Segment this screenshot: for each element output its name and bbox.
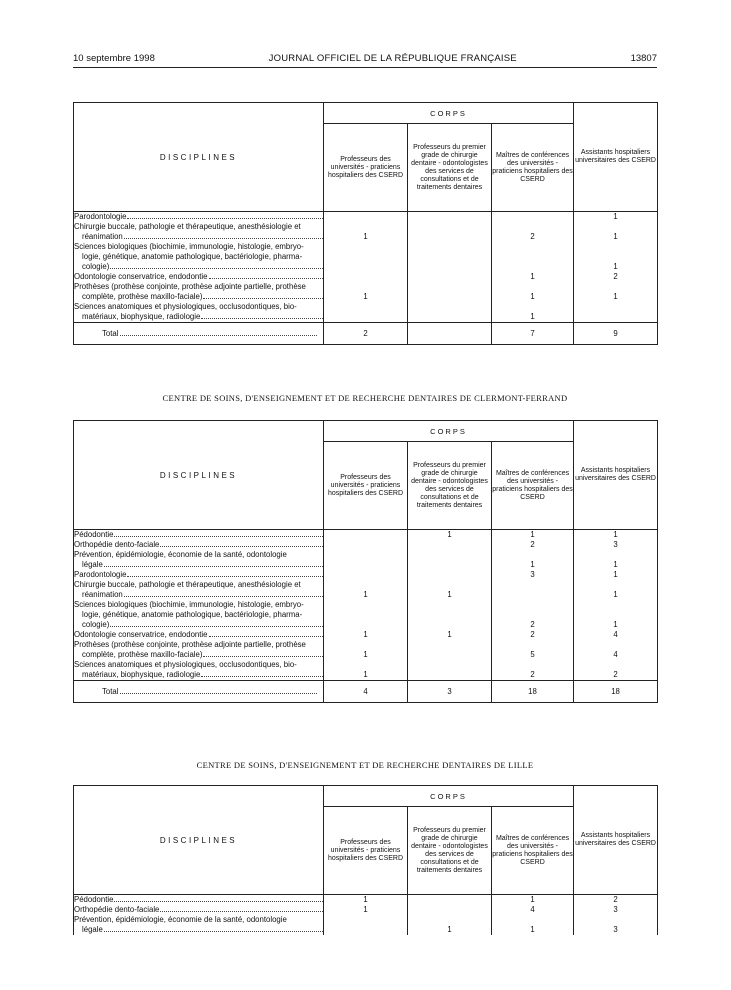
value-slot [324, 292, 407, 302]
premier-grade-values [408, 530, 492, 681]
professeurs-values [324, 212, 408, 323]
total-professeurs: 2 [324, 323, 408, 345]
value-slot [324, 660, 407, 670]
cell-value: 1 [363, 292, 368, 301]
value-slot [324, 312, 407, 322]
cell-value: 1 [447, 530, 452, 539]
value-slot [408, 570, 491, 580]
value-slot [324, 570, 407, 580]
cell-value: 1 [447, 590, 452, 599]
value-slot [574, 272, 657, 282]
assistants-header: Assistants hospitaliers universitaires des CSERD [574, 421, 658, 530]
value-slot [492, 895, 573, 905]
value-slot [324, 640, 407, 650]
cell-value: 1 [363, 590, 368, 599]
value-slot [408, 252, 491, 262]
corps-header: CORPS [324, 103, 574, 124]
cell-value: 1 [363, 670, 368, 679]
discipline-entry [74, 580, 323, 600]
discipline-entry [74, 272, 323, 282]
assistants-values [574, 530, 658, 681]
value-slot [574, 895, 657, 905]
value-slot [492, 620, 573, 630]
value-slot [492, 222, 573, 232]
value-slot [574, 905, 657, 915]
value-slot [492, 630, 573, 640]
cell-value: 1 [530, 925, 535, 934]
discipline-entry [74, 630, 323, 640]
value-slot [408, 530, 491, 540]
maitres-header: Maîtres de conférences des universités - praticiens hospitaliers des CSERD [492, 124, 574, 212]
maitres-values [492, 212, 574, 323]
page-number: 13807 [630, 53, 657, 64]
cell-value: 2 [530, 540, 535, 549]
cell-value: 1 [613, 292, 618, 301]
value-slot [408, 650, 491, 660]
value-slot [574, 630, 657, 640]
discipline-entry [74, 242, 323, 272]
assistants-values [574, 895, 658, 936]
table-disciplines-3 [73, 785, 658, 935]
value-slot [492, 925, 573, 935]
value-slot [324, 670, 407, 680]
value-slot [492, 640, 573, 650]
value-slot [408, 540, 491, 550]
discipline-text: cologie) [82, 620, 110, 629]
cell-value: 1 [613, 620, 618, 629]
professeurs-values [324, 895, 408, 936]
value-slot [492, 580, 573, 590]
discipline-entry [74, 600, 323, 630]
disciplines-header: DISCIPLINES [74, 421, 324, 530]
value-slot [492, 570, 573, 580]
value-slot [408, 600, 491, 610]
cell-value: 1 [613, 212, 618, 221]
page-header [73, 53, 657, 68]
value-slot [574, 650, 657, 660]
value-slot [324, 272, 407, 282]
value-slot [492, 212, 573, 222]
table-row [74, 895, 658, 936]
value-slot [324, 895, 407, 905]
total-maitres: 7 [492, 323, 574, 345]
cell-value: 2 [530, 620, 535, 629]
value-slot [408, 620, 491, 630]
value-slot [408, 312, 491, 322]
total-label-cell [74, 681, 324, 703]
cell-value: 2 [613, 670, 618, 679]
value-slot [324, 262, 407, 272]
discipline-entry [74, 212, 323, 222]
value-slot [324, 252, 407, 262]
value-slot [492, 252, 573, 262]
discipline-entry [74, 905, 323, 915]
table-body [74, 895, 658, 936]
table-disciplines-1 [73, 102, 658, 345]
value-slot [492, 232, 573, 242]
discipline-text: matériaux, biophysique, radiologie [82, 670, 201, 679]
value-slot [492, 282, 573, 292]
assistants-header: Assistants hospitaliers universitaires des CSERD [574, 103, 658, 212]
cell-value: 3 [613, 925, 618, 934]
discipline-text: Prévention, épidémiologie, économie de la santé, odontologie [74, 550, 287, 559]
table-row [74, 212, 658, 323]
premier-grade-values [408, 212, 492, 323]
discipline-text: Parodontologie [74, 212, 127, 221]
value-slot [324, 600, 407, 610]
discipline-entry [74, 302, 323, 322]
value-slot [492, 560, 573, 570]
cell-value: 2 [613, 895, 618, 904]
value-slot [492, 610, 573, 620]
discipline-text: complète, prothèse maxillo-faciale) [82, 292, 203, 301]
table-body [74, 530, 658, 703]
maitres-header: Maîtres de conférences des universités - praticiens hospitaliers des CSERD [492, 442, 574, 530]
value-slot [492, 600, 573, 610]
cell-value: 1 [530, 312, 535, 321]
value-slot [408, 282, 491, 292]
cell-value: 1 [530, 895, 535, 904]
disciplines-cell [74, 530, 324, 681]
discipline-text: Pédodontie [74, 530, 114, 539]
value-slot [408, 232, 491, 242]
maitres-values [492, 895, 574, 936]
professeurs-values [324, 530, 408, 681]
value-slot [574, 670, 657, 680]
value-slot [492, 915, 573, 925]
value-slot [408, 560, 491, 570]
total-row [74, 681, 658, 703]
value-slot [408, 292, 491, 302]
value-slot [408, 262, 491, 272]
discipline-entry [74, 895, 323, 905]
value-slot [324, 222, 407, 232]
value-slot [574, 550, 657, 560]
total-label: Total [102, 687, 119, 696]
discipline-entry [74, 570, 323, 580]
discipline-text: Sciences biologiques (biochimie, immunologie, histologie, embryo- [74, 600, 304, 609]
value-slot [574, 620, 657, 630]
disciplines-cell [74, 212, 324, 323]
value-slot [324, 915, 407, 925]
value-slot [324, 232, 407, 242]
value-slot [574, 242, 657, 252]
cell-value: 3 [613, 905, 618, 914]
value-slot [324, 590, 407, 600]
discipline-text: réanimation [82, 590, 123, 599]
cell-value: 1 [530, 530, 535, 539]
cell-value: 1 [613, 590, 618, 599]
cell-value: 1 [447, 630, 452, 639]
value-slot [492, 540, 573, 550]
value-slot [492, 530, 573, 540]
table-disciplines-2 [73, 420, 658, 703]
maitres-values [492, 530, 574, 681]
value-slot [408, 302, 491, 312]
professeurs-header: Professeurs des universités - praticiens hospitaliers des CSERD [324, 442, 408, 530]
assistants-values [574, 212, 658, 323]
cell-value: 1 [530, 292, 535, 301]
discipline-entry [74, 282, 323, 302]
discipline-text: Pédodontie [74, 895, 114, 904]
professeurs-premier-grade-header: Professeurs du premier grade de chirurgie dentaire - odontologistes des services de consultations et de traitements dentaires [408, 442, 492, 530]
total-professeurs: 4 [324, 681, 408, 703]
value-slot [324, 630, 407, 640]
section-title-lille: CENTRE DE SOINS, D'ENSEIGNEMENT ET DE RECHERCHE DENTAIRES DE LILLE [196, 760, 534, 770]
value-slot [324, 620, 407, 630]
cell-value: 5 [530, 650, 535, 659]
value-slot [574, 312, 657, 322]
cell-value: 1 [447, 925, 452, 934]
value-slot [324, 610, 407, 620]
value-slot [492, 262, 573, 272]
discipline-text: cologie) [82, 262, 110, 271]
journal-title: JOURNAL OFFICIEL DE LA RÉPUBLIQUE FRANÇAISE [268, 53, 517, 64]
value-slot [408, 660, 491, 670]
value-slot [574, 292, 657, 302]
discipline-text: Sciences anatomiques et physiologiques, occlusodontiques, bio- [74, 660, 297, 669]
total-assistants: 18 [574, 681, 658, 703]
discipline-entry [74, 915, 323, 935]
discipline-text: légale [82, 925, 103, 934]
discipline-text: Sciences anatomiques et physiologiques, occlusodontiques, bio- [74, 302, 297, 311]
value-slot [574, 640, 657, 650]
value-slot [574, 232, 657, 242]
discipline-text: Odontologie conservatrice, endodontie [74, 630, 208, 639]
cell-value: 2 [530, 232, 535, 241]
value-slot [574, 282, 657, 292]
value-slot [574, 925, 657, 935]
value-slot [492, 550, 573, 560]
value-slot [574, 600, 657, 610]
total-label-cell [74, 323, 324, 345]
discipline-text: Chirurgie buccale, pathologie et thérapeutique, anesthésiologie et [74, 222, 301, 231]
cell-value: 1 [363, 232, 368, 241]
value-slot [492, 660, 573, 670]
value-slot [408, 550, 491, 560]
header-date: 10 septembre 1998 [73, 53, 155, 64]
value-slot [324, 925, 407, 935]
value-slot [574, 660, 657, 670]
value-slot [574, 590, 657, 600]
cell-value: 2 [530, 630, 535, 639]
value-slot [324, 560, 407, 570]
cell-value: 2 [530, 670, 535, 679]
value-slot [324, 650, 407, 660]
value-slot [574, 580, 657, 590]
value-slot [574, 302, 657, 312]
value-slot [408, 222, 491, 232]
value-slot [492, 272, 573, 282]
cell-value: 1 [363, 630, 368, 639]
cell-value: 3 [530, 570, 535, 579]
table-row [74, 530, 658, 681]
cell-value: 1 [363, 905, 368, 914]
discipline-text: complète, prothèse maxillo-faciale) [82, 650, 203, 659]
discipline-text: légale [82, 560, 103, 569]
total-premier-grade: 3 [408, 681, 492, 703]
cell-value: 1 [530, 272, 535, 281]
value-slot [324, 550, 407, 560]
value-slot [408, 580, 491, 590]
value-slot [408, 590, 491, 600]
discipline-text: Parodontologie [74, 570, 127, 579]
value-slot [574, 610, 657, 620]
section-title-clermont: CENTRE DE SOINS, D'ENSEIGNEMENT ET DE RECHERCHE DENTAIRES DE CLERMONT-FERRAND [162, 393, 568, 403]
value-slot [408, 670, 491, 680]
table-body [74, 212, 658, 345]
professeurs-premier-grade-header: Professeurs du premier grade de chirurgie dentaire - odontologistes des services de consultations et de traitements dentaires [408, 124, 492, 212]
value-slot [324, 242, 407, 252]
value-slot [574, 262, 657, 272]
value-slot [574, 560, 657, 570]
cell-value: 1 [363, 895, 368, 904]
value-slot [324, 580, 407, 590]
total-row [74, 323, 658, 345]
value-slot [324, 905, 407, 915]
discipline-entry [74, 550, 323, 570]
value-slot [408, 272, 491, 282]
value-slot [408, 212, 491, 222]
discipline-entry [74, 540, 323, 550]
value-slot [408, 242, 491, 252]
professeurs-premier-grade-header: Professeurs du premier grade de chirurgie dentaire - odontologistes des services de consultations et de traitements dentaires [408, 807, 492, 895]
corps-header: CORPS [324, 786, 574, 807]
discipline-text: Prothèses (prothèse conjointe, prothèse adjointe partielle, prothèse [74, 282, 306, 291]
value-slot [574, 540, 657, 550]
cell-value: 4 [613, 650, 618, 659]
value-slot [492, 590, 573, 600]
value-slot [492, 302, 573, 312]
premier-grade-values [408, 895, 492, 936]
value-slot [408, 915, 491, 925]
discipline-text: Orthopédie dento-faciale [74, 540, 160, 549]
discipline-text: Orthopédie dento-faciale [74, 905, 160, 914]
discipline-entry [74, 222, 323, 242]
discipline-text: matériaux, biophysique, radiologie [82, 312, 201, 321]
cell-value: 4 [530, 905, 535, 914]
discipline-text: logie, génétique, anatomie pathologique, bactériologie, pharma- [82, 252, 303, 261]
discipline-text: Prothèses (prothèse conjointe, prothèse adjointe partielle, prothèse [74, 640, 306, 649]
value-slot [574, 915, 657, 925]
value-slot [492, 312, 573, 322]
total-premier-grade [408, 323, 492, 345]
discipline-entry [74, 640, 323, 660]
corps-header: CORPS [324, 421, 574, 442]
value-slot [408, 640, 491, 650]
value-slot [492, 292, 573, 302]
cell-value: 1 [613, 262, 618, 271]
disciplines-header: DISCIPLINES [74, 103, 324, 212]
maitres-header: Maîtres de conférences des universités - praticiens hospitaliers des CSERD [492, 807, 574, 895]
discipline-text: Sciences biologiques (biochimie, immunologie, histologie, embryo- [74, 242, 304, 251]
cell-value: 1 [363, 650, 368, 659]
cell-value: 1 [613, 232, 618, 241]
value-slot [492, 650, 573, 660]
value-slot [324, 530, 407, 540]
value-slot [574, 222, 657, 232]
cell-value: 3 [613, 540, 618, 549]
discipline-text: logie, génétique, anatomie pathologique, bactériologie, pharma- [82, 610, 303, 619]
value-slot [574, 252, 657, 262]
professeurs-header: Professeurs des universités - praticiens hospitaliers des CSERD [324, 124, 408, 212]
value-slot [574, 570, 657, 580]
disciplines-cell [74, 895, 324, 936]
discipline-text: Odontologie conservatrice, endodontie [74, 272, 208, 281]
value-slot [408, 905, 491, 915]
value-slot [324, 540, 407, 550]
value-slot [574, 212, 657, 222]
cell-value: 2 [613, 272, 618, 281]
value-slot [492, 670, 573, 680]
value-slot [408, 895, 491, 905]
cell-value: 1 [613, 560, 618, 569]
disciplines-header: DISCIPLINES [74, 786, 324, 895]
value-slot [324, 302, 407, 312]
cell-value: 1 [613, 530, 618, 539]
discipline-text: Chirurgie buccale, pathologie et thérapeutique, anesthésiologie et [74, 580, 301, 589]
discipline-text: Prévention, épidémiologie, économie de la santé, odontologie [74, 915, 287, 924]
discipline-text: réanimation [82, 232, 123, 241]
value-slot [324, 282, 407, 292]
total-label: Total [102, 329, 119, 338]
value-slot [492, 905, 573, 915]
value-slot [408, 925, 491, 935]
cell-value: 1 [530, 560, 535, 569]
total-maitres: 18 [492, 681, 574, 703]
professeurs-header: Professeurs des universités - praticiens hospitaliers des CSERD [324, 807, 408, 895]
value-slot [492, 242, 573, 252]
discipline-entry [74, 530, 323, 540]
assistants-header: Assistants hospitaliers universitaires des CSERD [574, 786, 658, 895]
total-assistants: 9 [574, 323, 658, 345]
value-slot [408, 610, 491, 620]
cell-value: 4 [613, 630, 618, 639]
discipline-entry [74, 660, 323, 680]
value-slot [574, 530, 657, 540]
value-slot [408, 630, 491, 640]
value-slot [324, 212, 407, 222]
cell-value: 1 [613, 570, 618, 579]
